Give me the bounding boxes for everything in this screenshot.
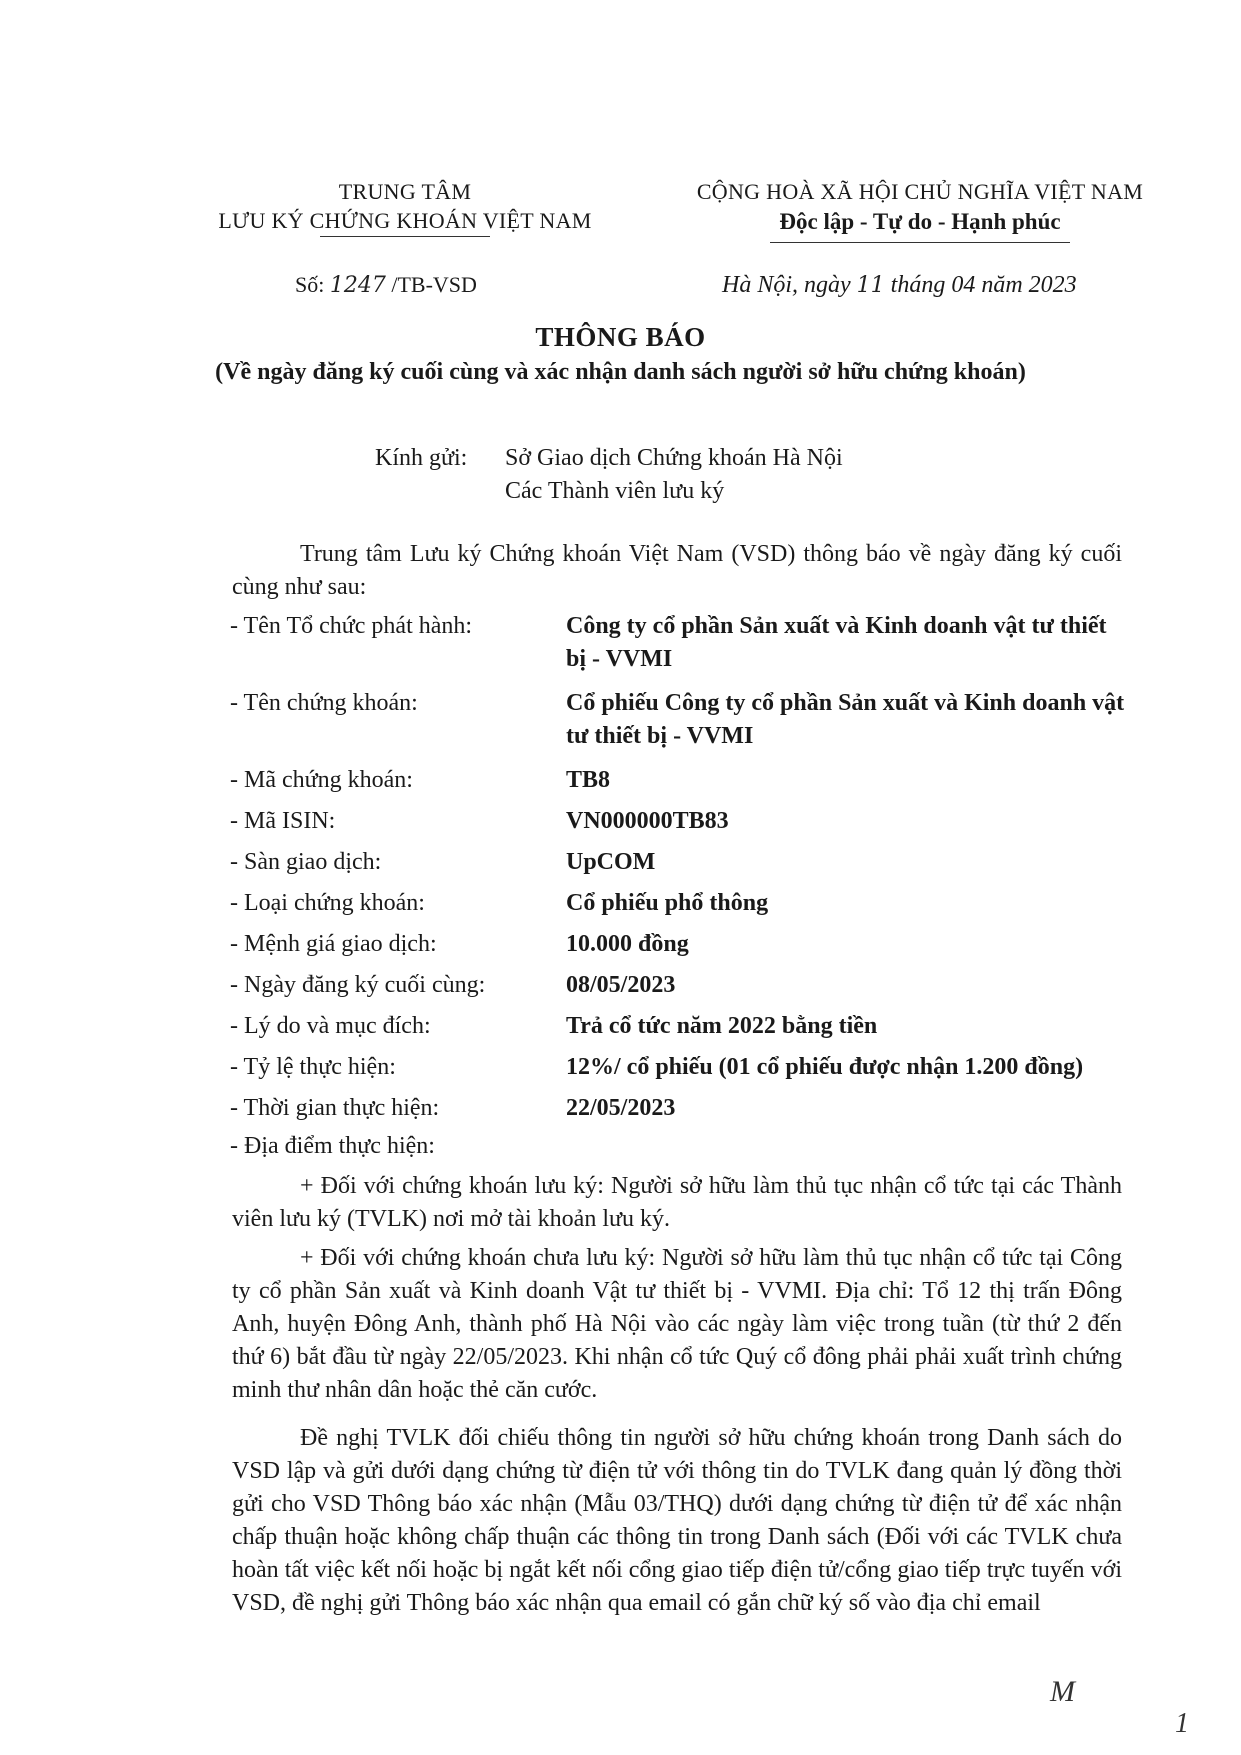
recipient-2: Các Thành viên lưu ký: [505, 478, 725, 504]
org-underline: [320, 236, 490, 237]
detail-label: - Mệnh giá giao dịch:: [230, 931, 437, 957]
org-name-line1: TRUNG TÂM: [338, 179, 472, 204]
detail-label: - Ngày đăng ký cuối cùng:: [230, 972, 486, 998]
detail-label: - Sàn giao dịch:: [230, 849, 382, 875]
document-title: THÔNG BÁO: [535, 322, 706, 352]
recipients-block: [375, 442, 843, 508]
detail-value: 08/05/2023: [566, 972, 676, 998]
detail-value: Cổ phiếu Công ty cổ phần Sản xuất và Kinh doanh vật tư thiết bị - VVMI: [566, 690, 1125, 749]
org-name-line2: LƯU KÝ CHỨNG KHOÁN VIỆT NAM: [218, 208, 592, 233]
issuing-org-header: [180, 177, 630, 235]
detail-value: 22/05/2023: [566, 1095, 676, 1121]
detail-label: - Tên chứng khoán:: [230, 690, 418, 716]
detail-value: VN000000TB83: [566, 808, 729, 834]
detail-label: - Tỷ lệ thực hiện:: [230, 1054, 396, 1080]
detail-label: - Mã chứng khoán:: [230, 767, 413, 793]
detail-value: Cổ phiếu phổ thông: [566, 890, 769, 916]
location-label: - Địa điểm thực hiện:: [230, 1133, 435, 1159]
location-undeposited: + Đối với chứng khoán chưa lưu ký: Người sở hữu làm thủ tục nhận cổ tức tại Công ty cổ phần Sản xuất và Kinh doanh Vật tư thiết bị - VVMI. Địa chỉ: Tổ 12 thị trấn Đông Anh, huyện Đông Anh, thành phố Hà Nội vào các ngày làm việc trong tuần (từ thứ 2 đến thứ 6) bắt đầu từ ngày 22/05/2023. Khi nhận cổ tức Quý cổ đông phải phải xuất trình chứng minh thư nhân dân hoặc thẻ căn cước.: [232, 1245, 1122, 1403]
recipient-1: Sở Giao dịch Chứng khoán Hà Nội: [505, 445, 843, 471]
handwritten-day: 11: [856, 273, 885, 298]
country-name: CỘNG HOÀ XÃ HỘI CHỦ NGHĨA VIỆT NAM: [696, 179, 1144, 204]
detail-label: - Thời gian thực hiện:: [230, 1095, 440, 1121]
recipients-label: Kính gửi:: [375, 445, 468, 471]
detail-label: - Mã ISIN:: [230, 808, 336, 834]
detail-value: 12%/ cổ phiếu (01 cổ phiếu được nhận 1.200 đồng): [566, 1054, 1084, 1080]
detail-value: TB8: [566, 767, 611, 793]
detail-label: - Lý do và mục đích:: [230, 1013, 431, 1039]
document-number: Số: 1247 /TB-VSD: [295, 272, 477, 298]
detail-label: - Tên Tổ chức phát hành:: [230, 613, 473, 639]
handwritten-number: 1247: [329, 273, 386, 298]
motto-underline: [770, 242, 1070, 243]
intro-paragraph: Trung tâm Lưu ký Chứng khoán Việt Nam (VSD) thông báo về ngày đăng ký cuối cùng như sau:: [232, 541, 1122, 600]
detail-value: Trả cổ tức năm 2022 bằng tiền: [566, 1013, 878, 1039]
detail-value: Công ty cổ phần Sản xuất và Kinh doanh vật tư thiết bị - VVMI: [566, 613, 1107, 672]
document-subtitle: (Về ngày đăng ký cuối cùng và xác nhận danh sách người sở hữu chứng khoán): [215, 359, 1026, 385]
detail-value: 10.000 đồng: [566, 931, 689, 957]
location-deposited: + Đối với chứng khoán lưu ký: Người sở hữu làm thủ tục nhận cổ tức tại các Thành viên lưu ký (TVLK) nơi mở tài khoản lưu ký.: [232, 1173, 1122, 1232]
request-paragraph: Đề nghị TVLK đối chiếu thông tin người sở hữu chứng khoán trong Danh sách do VSD lập và gửi dưới dạng chứng từ điện tử với thông tin do TVLK đang quản lý đồng thời gửi cho VSD Thông báo xác nhận (Mẫu 03/THQ) dưới dạng chứng từ điện tử để xác nhận chấp thuận hoặc không chấp thuận các thông tin trong Danh sách (Đối với các TVLK chưa hoàn tất việc kết nối hoặc bị ngắt kết nối cổng giao tiếp điện tử/cổng giao tiếp trực tuyến với VSD, đề nghị gửi Thông báo xác nhận qua email có gắn chữ ký số vào địa chỉ email: [232, 1425, 1122, 1616]
page-mark: 1: [1175, 1708, 1189, 1739]
detail-value: UpCOM: [566, 849, 656, 875]
detail-label: - Loại chứng khoán:: [230, 890, 425, 916]
national-motto: Độc lập - Tự do - Hạnh phúc: [779, 209, 1061, 234]
document-date: Hà Nội, ngày 11 tháng 04 năm 2023: [722, 272, 1077, 298]
handwritten-initials: M: [1050, 1675, 1075, 1708]
national-motto-header: [660, 177, 1180, 238]
